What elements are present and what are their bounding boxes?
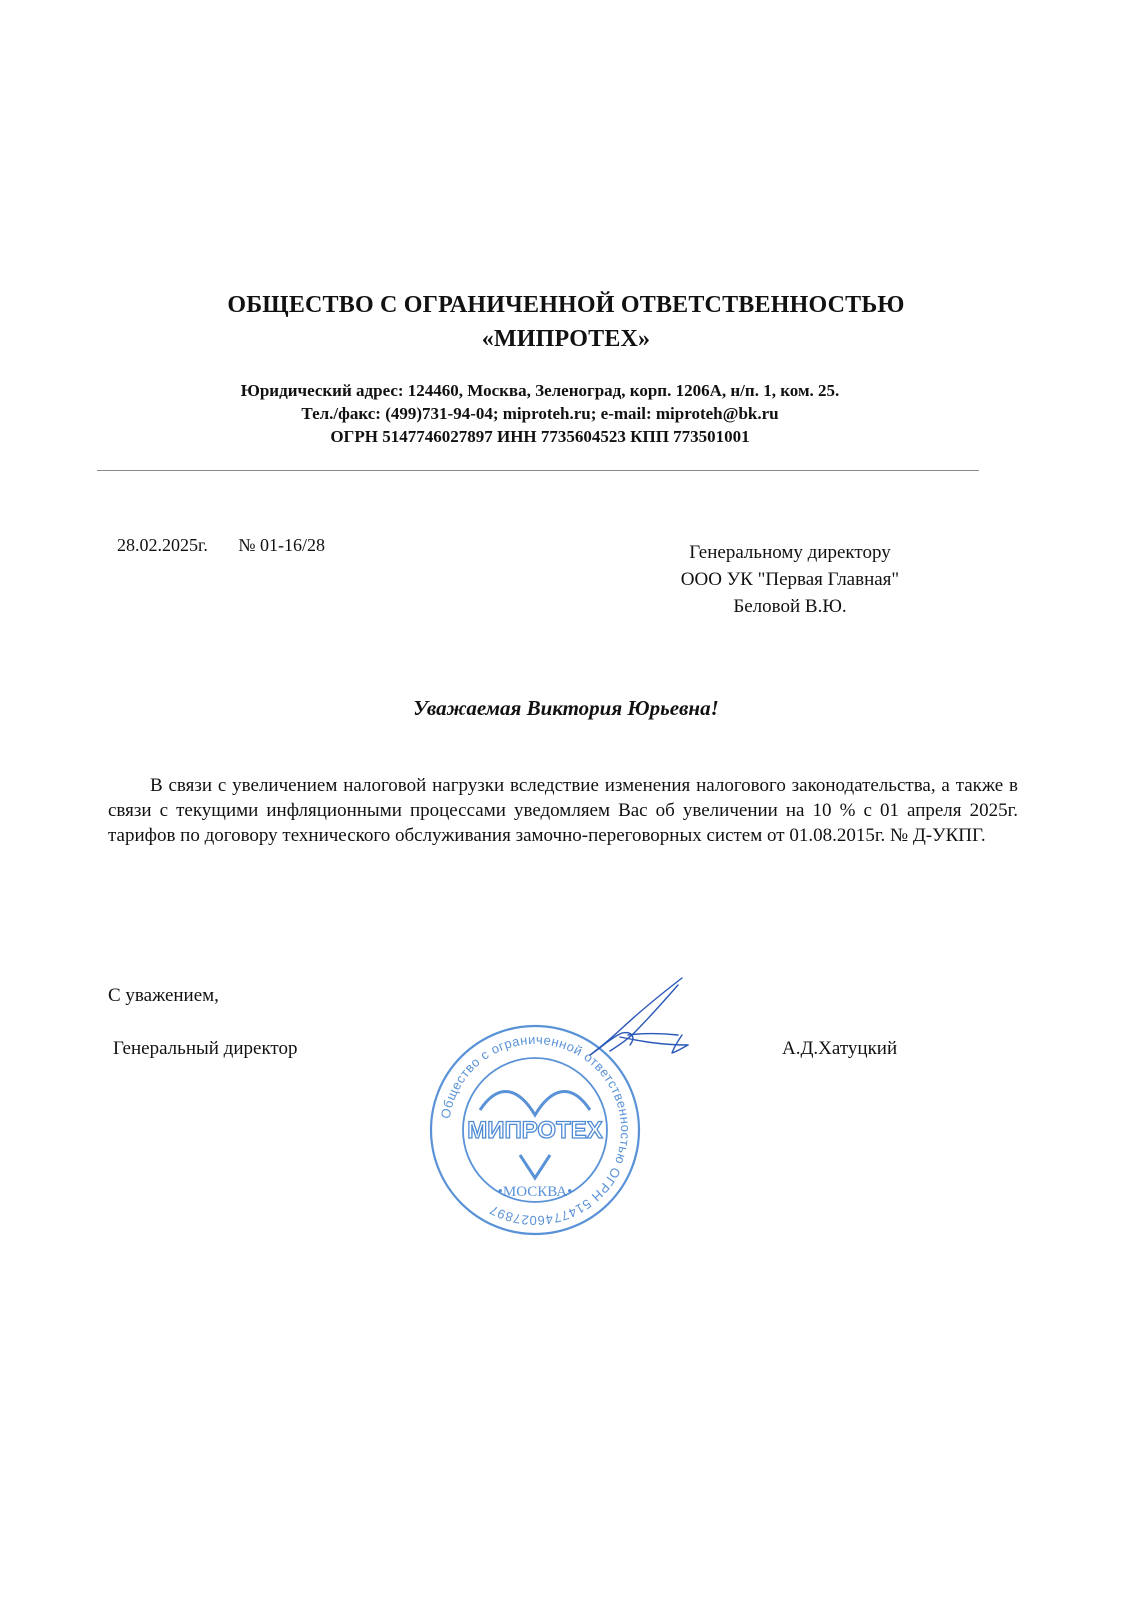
letter-date-number bbox=[117, 535, 325, 556]
phone-email: Тел./факс: (499)731-94-04; miproteh.ru; e-mail: miproteh@bk.ru bbox=[301, 404, 779, 423]
recipient-name: Беловой В.Ю. bbox=[733, 596, 847, 617]
registration-numbers: ОГРН 5147746027897 ИНН 7735604523 КПП 773501001 bbox=[330, 427, 750, 446]
recipient-block bbox=[640, 539, 940, 620]
company-name bbox=[0, 288, 1132, 356]
company-name-line-2: «МИПРОТЕХ» bbox=[481, 326, 651, 352]
legal-address: Юридический адрес: 124460, Москва, Зеленоград, корп. 1206А, н/п. 1, ком. 25. bbox=[240, 381, 840, 400]
stamp-center-text: МИПРОТЕХ bbox=[467, 1117, 603, 1144]
letterhead-divider bbox=[97, 470, 979, 471]
signer-name: А.Д.Хатуцкий bbox=[782, 1038, 898, 1059]
company-contacts bbox=[0, 379, 1080, 448]
signer-title: Генеральный директор bbox=[113, 1038, 298, 1059]
salutation: Уважаемая Виктория Юрьевна! bbox=[413, 696, 719, 720]
stamp-city: •МОСКВА• bbox=[497, 1184, 573, 1200]
recipient-company: ООО УК "Первая Главная" bbox=[680, 569, 900, 590]
letter-date: 28.02.2025г. bbox=[117, 535, 208, 555]
company-name-line-1: ОБЩЕСТВО С ОГРАНИЧЕННОЙ ОТВЕТСТВЕННОСТЬЮ bbox=[227, 292, 905, 318]
letter-number: № 01-16/28 bbox=[238, 535, 326, 555]
recipient-position: Генеральному директору bbox=[689, 542, 891, 563]
signature bbox=[560, 975, 710, 1080]
closing-regards: С уважением, bbox=[108, 985, 219, 1006]
letter-body: В связи с увеличением налоговой нагрузки вследствие изменения налогового законодательства, а также в связи с текущими инфляционными процессами уведомляем Вас об увеличении на 10 % с 01 апреля 2025г. тарифов по договору технического обслуживания замочно-переговорных систем от 01.08.2015г. № Д-УКПГ. bbox=[108, 775, 1018, 846]
stamp-ring-text: Общество с ограниченной ответственностью ОГРН 5147746027897 bbox=[437, 1031, 634, 1229]
